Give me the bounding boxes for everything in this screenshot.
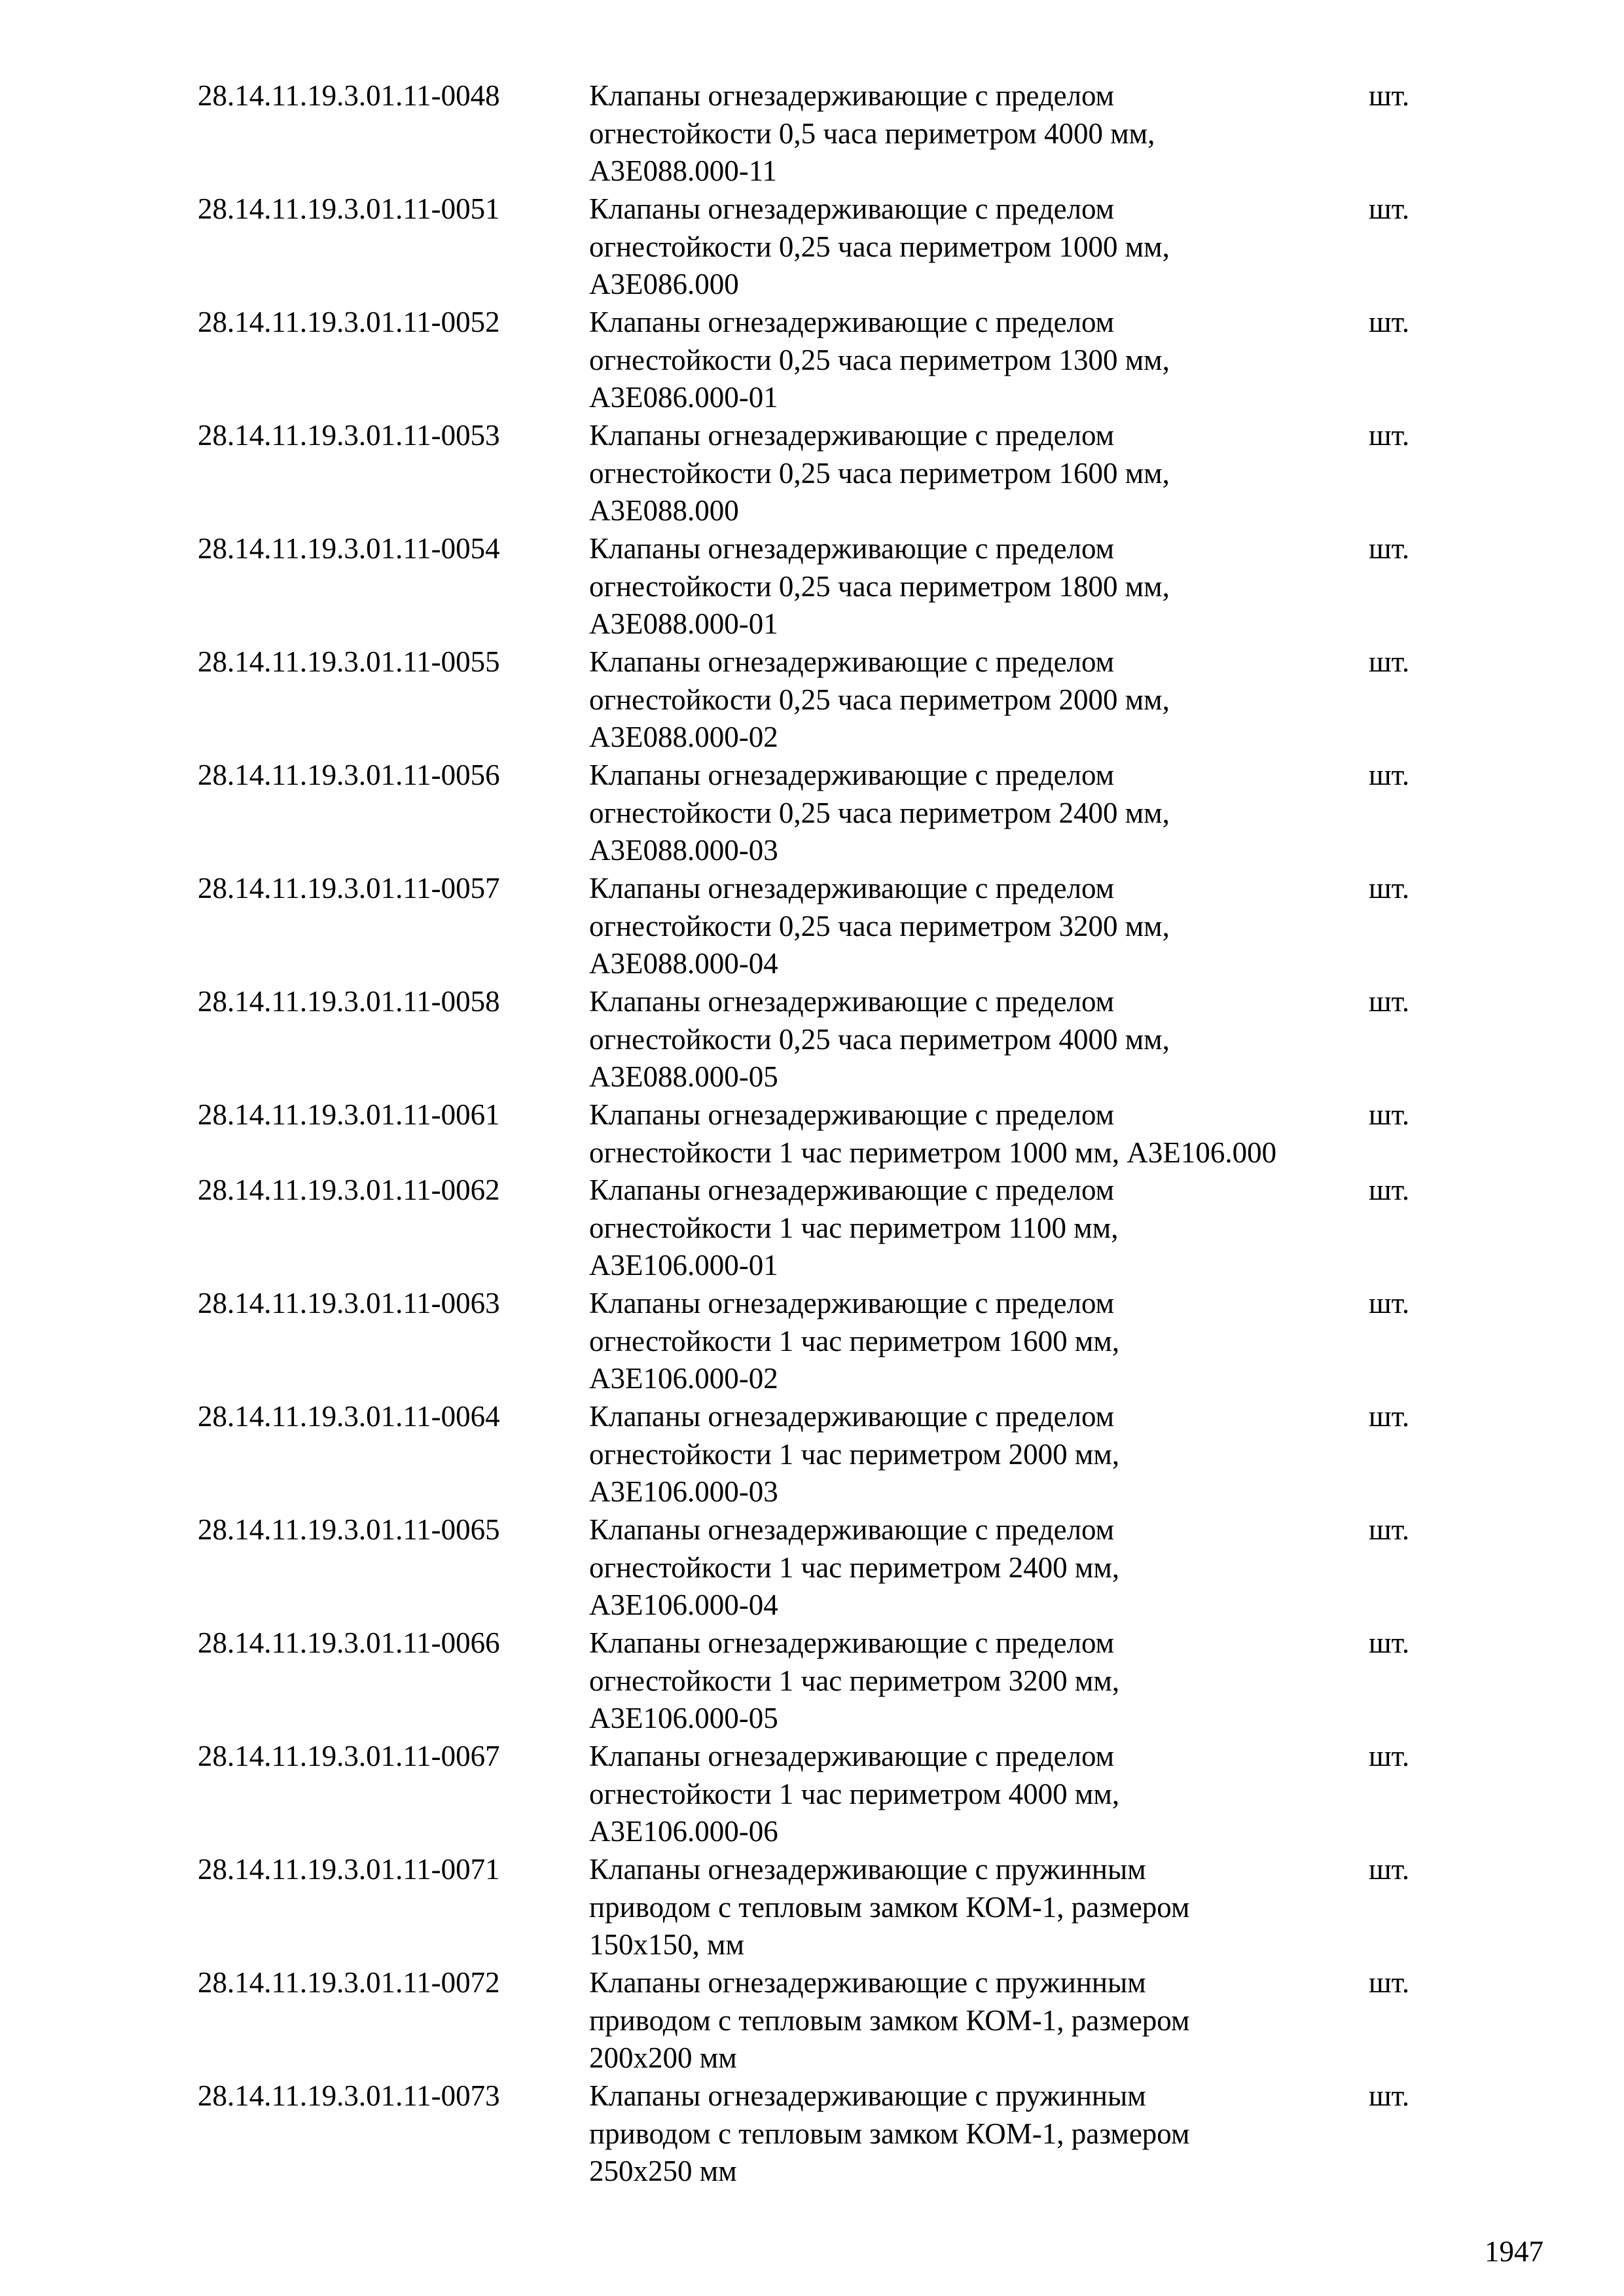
item-unit: шт.: [1369, 1400, 1410, 1433]
item-unit: шт.: [1369, 1098, 1410, 1131]
table-row: [198, 1851, 1441, 1964]
item-code: 28.14.11.19.3.01.11-0053: [198, 419, 500, 452]
item-description: Клапаны огнезадерживающие с пределом огнестойкости 0,25 часа периметром 1000 мм, А3Е086.000: [589, 192, 1170, 301]
table-row: [198, 1172, 1441, 1285]
item-description: Клапаны огнезадерживающие с пружинным приводом с тепловым замком КОМ-1, размером 150x150, мм: [589, 1853, 1190, 1962]
item-description: Клапаны огнезадерживающие с пределом огнестойкости 0,5 часа периметром 4000 мм, А3Е088.000-11: [589, 79, 1155, 188]
item-description: Клапаны огнезадерживающие с пружинным приводом с тепловым замком КОМ-1, размером 200x200 мм: [589, 1966, 1190, 2075]
item-description: Клапаны огнезадерживающие с пределом огнестойкости 1 час периметром 2400 мм, А3Е106.000-04: [589, 1513, 1120, 1622]
item-unit: шт.: [1369, 1853, 1410, 1886]
item-code: 28.14.11.19.3.01.11-0061: [198, 1098, 500, 1131]
item-unit: шт.: [1369, 872, 1410, 905]
table-row: [198, 530, 1441, 643]
item-unit: шт.: [1369, 192, 1410, 225]
table-row: [198, 757, 1441, 870]
item-code: 28.14.11.19.3.01.11-0071: [198, 1853, 500, 1886]
item-code: 28.14.11.19.3.01.11-0072: [198, 1966, 500, 1999]
table-row: [198, 1285, 1441, 1398]
item-description: Клапаны огнезадерживающие с пружинным приводом с тепловым замком КОМ-1, размером 250x250 мм: [589, 2079, 1190, 2188]
item-code: 28.14.11.19.3.01.11-0051: [198, 192, 500, 225]
item-code: 28.14.11.19.3.01.11-0073: [198, 2079, 500, 2112]
item-description: Клапаны огнезадерживающие с пределом огнестойкости 1 час периметром 3200 мм, А3Е106.000-05: [589, 1626, 1120, 1735]
item-code: 28.14.11.19.3.01.11-0048: [198, 79, 500, 112]
item-code: 28.14.11.19.3.01.11-0066: [198, 1626, 500, 1659]
item-code: 28.14.11.19.3.01.11-0052: [198, 306, 500, 338]
item-unit: шт.: [1369, 985, 1410, 1018]
table-row: [198, 1964, 1441, 2077]
item-description: Клапаны огнезадерживающие с пределом огнестойкости 0,25 часа периметром 4000 мм, А3Е088.000-05: [589, 985, 1170, 1094]
item-unit: шт.: [1369, 1287, 1410, 1319]
page-number: 1947: [1485, 2235, 1543, 2268]
item-code: 28.14.11.19.3.01.11-0065: [198, 1513, 500, 1546]
item-description: Клапаны огнезадерживающие с пределом огнестойкости 0,25 часа периметром 2400 мм, А3Е088.000-03: [589, 759, 1170, 867]
item-unit: шт.: [1369, 1966, 1410, 1999]
item-code: 28.14.11.19.3.01.11-0058: [198, 985, 500, 1018]
table-row: [198, 77, 1441, 190]
item-description: Клапаны огнезадерживающие с пределом огнестойкости 1 час периметром 2000 мм, А3Е106.000-03: [589, 1400, 1120, 1509]
item-unit: шт.: [1369, 1513, 1410, 1546]
item-code: 28.14.11.19.3.01.11-0056: [198, 759, 500, 791]
table-row: [198, 983, 1441, 1096]
item-description: Клапаны огнезадерживающие с пределом огнестойкости 1 час периметром 1000 мм, А3Е106.000: [589, 1098, 1277, 1169]
item-unit: шт.: [1369, 1174, 1410, 1206]
item-code: 28.14.11.19.3.01.11-0063: [198, 1287, 500, 1319]
item-description: Клапаны огнезадерживающие с пределом огнестойкости 1 час периметром 1100 мм, А3Е106.000-01: [589, 1174, 1119, 1282]
table-row: [198, 2077, 1441, 2191]
item-code: 28.14.11.19.3.01.11-0062: [198, 1174, 500, 1206]
table-row: [198, 870, 1441, 983]
item-code: 28.14.11.19.3.01.11-0055: [198, 645, 500, 678]
item-unit: шт.: [1369, 1626, 1410, 1659]
item-unit: шт.: [1369, 759, 1410, 791]
table-row: [198, 1624, 1441, 1738]
table-row: [198, 1511, 1441, 1624]
item-description: Клапаны огнезадерживающие с пределом огнестойкости 1 час периметром 1600 мм, А3Е106.000-02: [589, 1287, 1120, 1395]
item-code: 28.14.11.19.3.01.11-0064: [198, 1400, 500, 1433]
table-row: [198, 304, 1441, 417]
price-table: [198, 77, 1441, 2191]
table-row: [198, 417, 1441, 530]
table-row: [198, 1738, 1441, 1851]
item-unit: шт.: [1369, 79, 1410, 112]
item-code: 28.14.11.19.3.01.11-0067: [198, 1740, 500, 1772]
table-row: [198, 1096, 1441, 1172]
item-unit: шт.: [1369, 306, 1410, 338]
table-row: [198, 643, 1441, 757]
item-unit: шт.: [1369, 645, 1410, 678]
item-unit: шт.: [1369, 419, 1410, 452]
item-description: Клапаны огнезадерживающие с пределом огнестойкости 0,25 часа периметром 1600 мм, А3Е088.000: [589, 419, 1170, 528]
table-row: [198, 190, 1441, 304]
item-code: 28.14.11.19.3.01.11-0054: [198, 532, 500, 565]
item-unit: шт.: [1369, 2079, 1410, 2112]
item-unit: шт.: [1369, 1740, 1410, 1772]
item-description: Клапаны огнезадерживающие с пределом огнестойкости 0,25 часа периметром 1800 мм, А3Е088.000-01: [589, 532, 1170, 641]
item-description: Клапаны огнезадерживающие с пределом огнестойкости 0,25 часа периметром 3200 мм, А3Е088.000-04: [589, 872, 1170, 980]
item-description: Клапаны огнезадерживающие с пределом огнестойкости 1 час периметром 4000 мм, А3Е106.000-06: [589, 1740, 1120, 1848]
item-description: Клапаны огнезадерживающие с пределом огнестойкости 0,25 часа периметром 2000 мм, А3Е088.000-02: [589, 645, 1170, 754]
item-unit: шт.: [1369, 532, 1410, 565]
item-description: Клапаны огнезадерживающие с пределом огнестойкости 0,25 часа периметром 1300 мм, А3Е086.000-01: [589, 306, 1170, 414]
table-row: [198, 1398, 1441, 1511]
item-code: 28.14.11.19.3.01.11-0057: [198, 872, 500, 905]
